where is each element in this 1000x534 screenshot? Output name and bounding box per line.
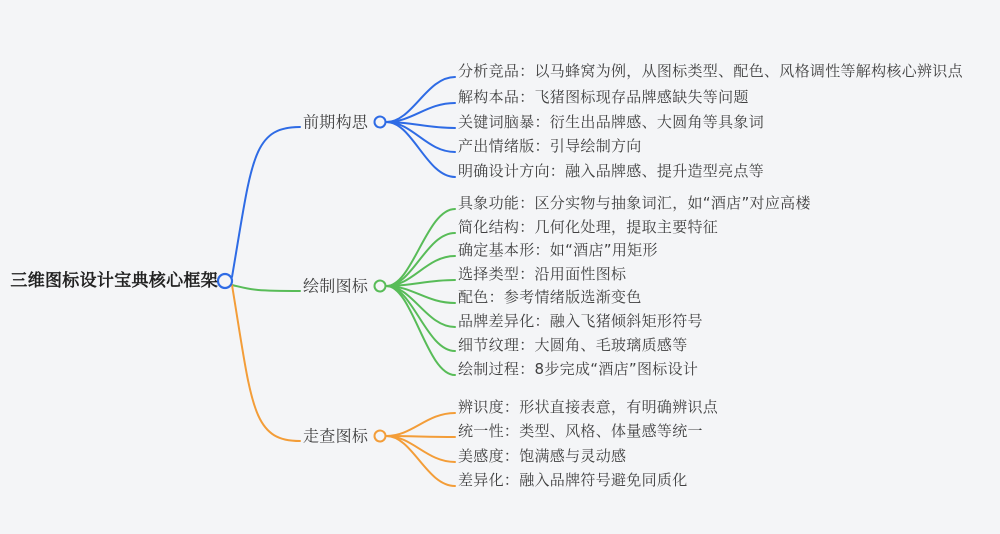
branch-child-connector-line: [387, 77, 456, 122]
child-node-label[interactable]: 具象功能：区分实物与抽象词汇，如“酒店”对应高楼: [458, 194, 811, 212]
child-node-label[interactable]: 产出情绪版：引导绘制方向: [458, 137, 642, 155]
child-node-label[interactable]: 差异化：融入品牌符号避免同质化: [458, 471, 688, 489]
branch-child-connector-line: [387, 233, 456, 286]
branch-child-connector-line: [387, 209, 456, 286]
root-branch-connector-line: [232, 127, 300, 277]
child-node-label[interactable]: 细节纹理：大圆角、毛玻璃质感等: [458, 336, 688, 354]
child-node-label[interactable]: 明确设计方向：融入品牌感、提升造型亮点等: [458, 162, 765, 180]
branch-node-label[interactable]: 前期构思: [303, 112, 369, 132]
branch-child-connector-line: [387, 436, 456, 462]
branch-child-connector-line: [387, 413, 456, 436]
child-node-label[interactable]: 美感度：饱满感与灵动感: [458, 447, 627, 465]
root-branch-connector-line: [232, 285, 300, 291]
branch-node-label[interactable]: 绘制图标: [303, 276, 369, 296]
branch-expand-handle[interactable]: [375, 117, 386, 128]
root-node-label[interactable]: 三维图标设计宝典核心框架: [10, 270, 218, 291]
child-node-label[interactable]: 统一性：类型、风格、体量感等统一: [458, 422, 703, 440]
child-node-label[interactable]: 分析竞品：以马蜂窝为例，从图标类型、配色、风格调性等解构核心辨识点: [458, 62, 963, 80]
child-node-label[interactable]: 简化结构：几何化处理，提取主要特征: [458, 218, 719, 236]
child-node-label[interactable]: 关键词脑暴：衍生出品牌感、大圆角等具象词: [458, 113, 765, 131]
branch-child-connector-line: [387, 122, 456, 152]
child-node-label[interactable]: 品牌差异化：融入飞猪倾斜矩形符号: [458, 312, 703, 330]
branch-expand-handle[interactable]: [375, 281, 386, 292]
child-node-label[interactable]: 解构本品：飞猪图标现存品牌感缺失等问题: [458, 88, 749, 106]
child-node-label[interactable]: 绘制过程：8步完成“酒店”图标设计: [458, 360, 699, 378]
child-node-label[interactable]: 辨识度：形状直接表意，有明确辨识点: [458, 398, 719, 416]
branch-child-connector-line: [387, 286, 456, 375]
branch-node-label[interactable]: 走查图标: [303, 426, 369, 446]
branch-expand-handle[interactable]: [375, 431, 386, 442]
branch-child-connector-line: [387, 122, 456, 177]
root-branch-connector-line: [232, 285, 300, 441]
child-node-label[interactable]: 选择类型：沿用面性图标: [458, 265, 627, 283]
root-expand-handle[interactable]: [218, 274, 232, 288]
child-node-label[interactable]: 确定基本形：如“酒店”用矩形: [458, 241, 658, 259]
child-node-label[interactable]: 配色：参考情绪版选渐变色: [458, 288, 642, 306]
